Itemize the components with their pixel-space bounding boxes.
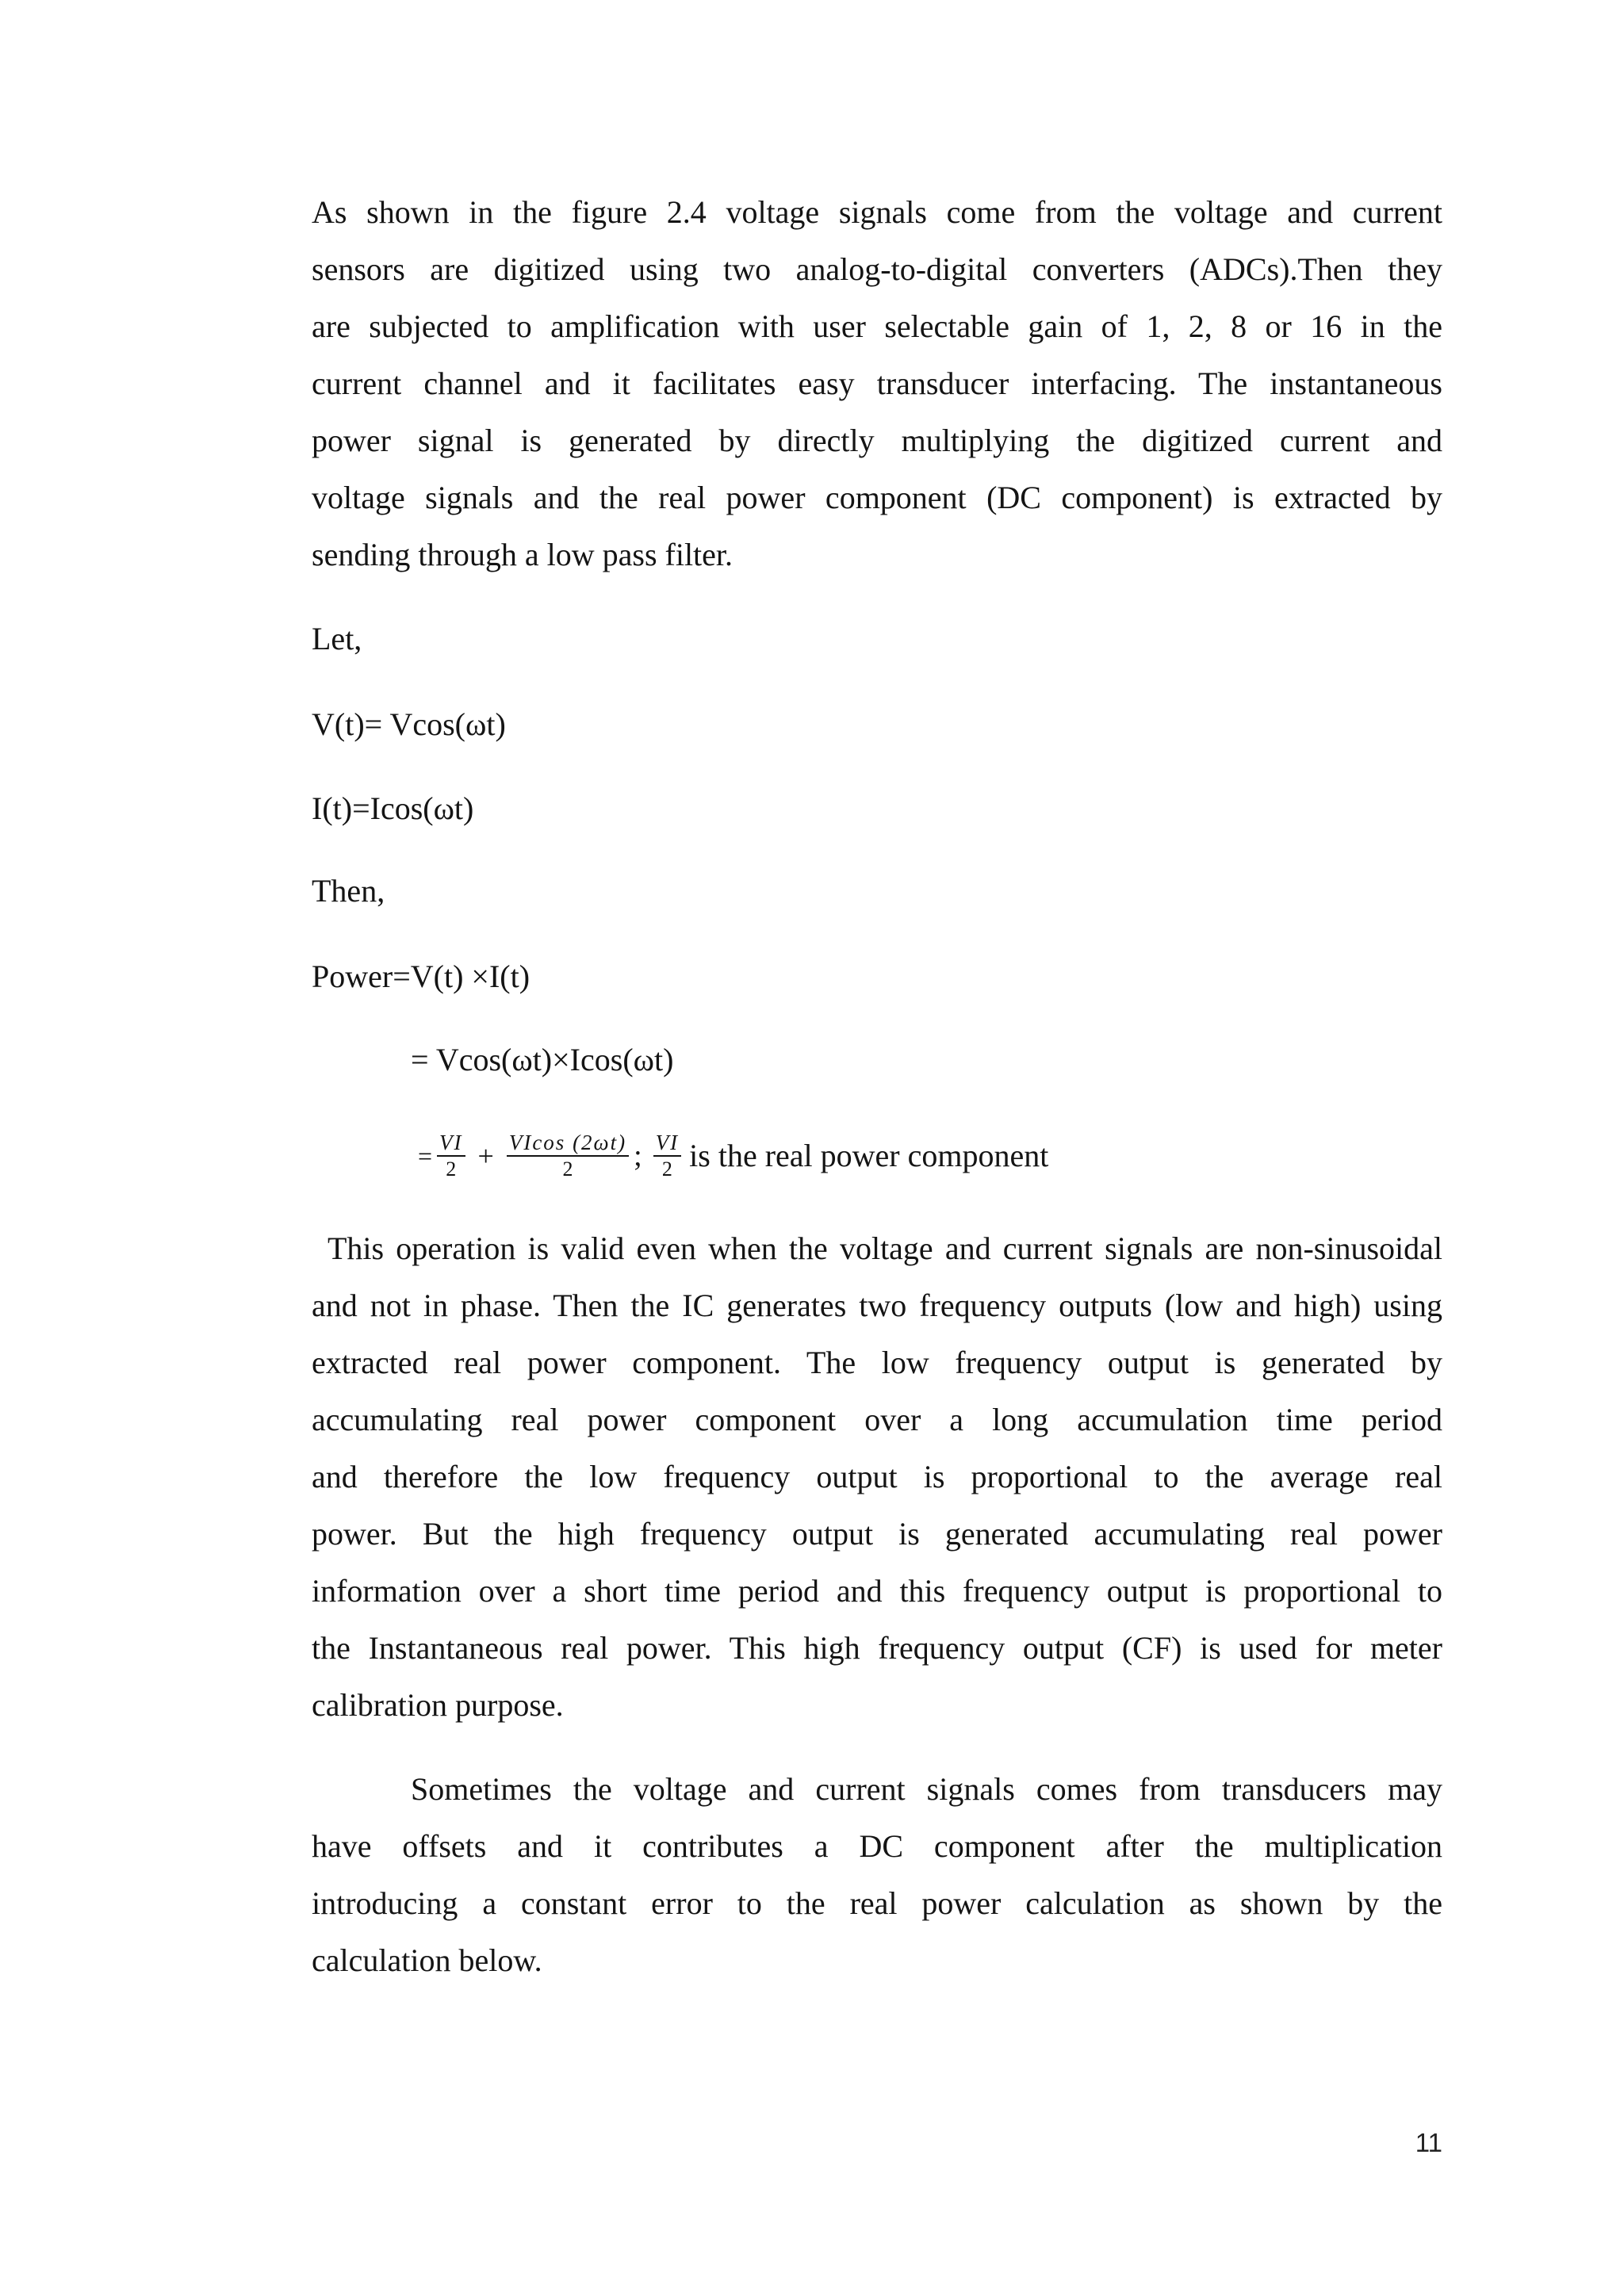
paragraph-3 bbox=[312, 1761, 1442, 1989]
equation-voltage: V(t)= Vcos(ωt) bbox=[312, 706, 506, 742]
paragraph-line: the Instantaneous real power. This high frequency output (CF) is used for meter bbox=[312, 1630, 1442, 1666]
let-label: Let, bbox=[312, 621, 362, 656]
equals-sign: = bbox=[418, 1142, 433, 1170]
paragraph-line: extracted real power component. The low frequency output is generated by bbox=[312, 1345, 1442, 1380]
paragraph-line: power signal is generated by directly multiplying the digitized current and bbox=[312, 423, 1442, 458]
then-label: Then, bbox=[312, 873, 385, 909]
equation-current: I(t)=Icos(ωt) bbox=[312, 790, 474, 826]
equation-real-power bbox=[418, 1126, 1048, 1186]
paragraph-line: sending through a low pass filter. bbox=[312, 537, 733, 572]
paragraph-line: accumulating real power component over a long accumulation time period bbox=[312, 1402, 1442, 1437]
paragraph-line: calibration purpose. bbox=[312, 1687, 564, 1723]
fraction-denominator: 2 bbox=[562, 1158, 573, 1181]
paragraph-line: current channel and it facilitates easy transducer interfacing. The instantaneous bbox=[312, 365, 1442, 401]
fraction-numerator: VIcos (2ωt) bbox=[507, 1130, 629, 1157]
paragraph-line: Sometimes the voltage and current signals comes from transducers may bbox=[411, 1771, 1442, 1807]
separator: ; bbox=[634, 1139, 642, 1173]
plus-sign: + bbox=[477, 1140, 494, 1172]
paragraph-2 bbox=[312, 1220, 1442, 1734]
paragraph-line: are subjected to amplification with user selectable gain of 1, 2, 8 or 16 in the bbox=[312, 308, 1442, 344]
paragraph-line: information over a short time period and this frequency output is proportional to bbox=[312, 1573, 1442, 1609]
formula-caption: is the real power component bbox=[689, 1138, 1049, 1173]
paragraph-line: power. But the high frequency output is generated accumulating real power bbox=[312, 1516, 1442, 1552]
paragraph-line: and therefore the low frequency output is proportional to the average real bbox=[312, 1459, 1442, 1494]
fraction-vi-over-2-real bbox=[653, 1130, 681, 1182]
paragraph-line: This operation is valid even when the voltage and current signals are non-sinusoidal bbox=[327, 1230, 1442, 1266]
equation-product: = Vcos(ωt)×Icos(ωt) bbox=[411, 1042, 674, 1077]
page-number: 11 bbox=[1415, 2128, 1442, 2157]
fraction-denominator: 2 bbox=[661, 1158, 672, 1181]
paragraph-line: introducing a constant error to the real power calculation as shown by the bbox=[312, 1885, 1442, 1921]
paragraph-line: As shown in the figure 2.4 voltage signals come from the voltage and current bbox=[312, 194, 1442, 230]
paragraph-line: sensors are digitized using two analog-to-digital converters (ADCs).Then they bbox=[312, 251, 1442, 287]
paragraph-line: have offsets and it contributes a DC component after the multiplication bbox=[312, 1828, 1442, 1864]
paragraph-1 bbox=[312, 184, 1442, 584]
fraction-denominator: 2 bbox=[446, 1158, 457, 1181]
paragraph-line: and not in phase. Then the IC generates two frequency outputs (low and high) using bbox=[312, 1288, 1442, 1323]
fraction-numerator: VI bbox=[437, 1130, 465, 1157]
fraction-vi-over-2 bbox=[437, 1130, 465, 1182]
paragraph-line: voltage signals and the real power component (DC component) is extracted by bbox=[312, 480, 1442, 515]
fraction-vicos-over-2 bbox=[507, 1130, 629, 1182]
paragraph-line: calculation below. bbox=[312, 1942, 542, 1978]
equation-power: Power=V(t) ×I(t) bbox=[312, 959, 530, 994]
fraction-numerator: VI bbox=[653, 1130, 681, 1157]
